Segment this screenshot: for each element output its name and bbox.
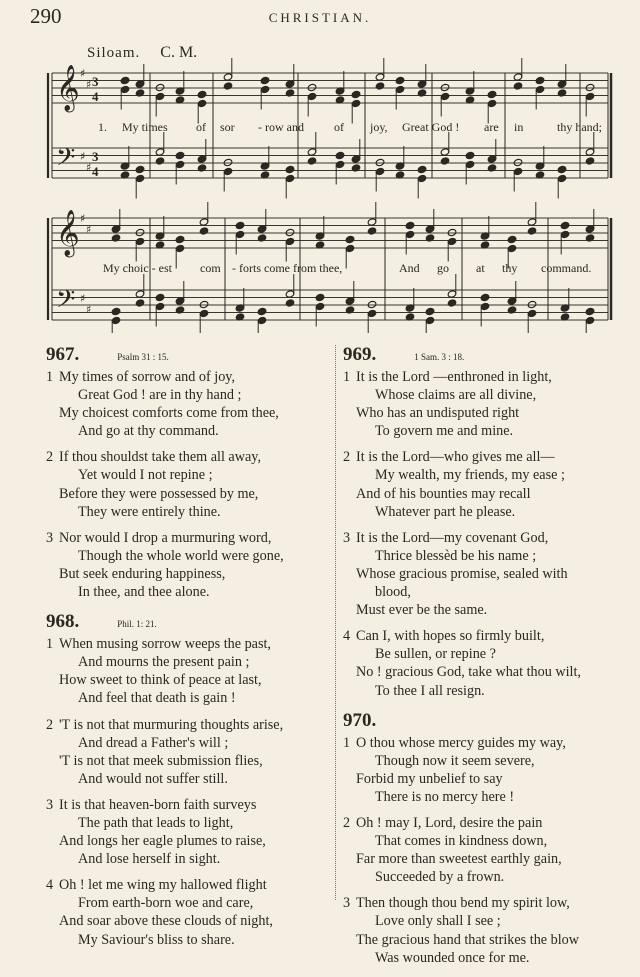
verse-line xyxy=(343,627,638,645)
running-head: CHRISTIAN. xyxy=(268,10,372,25)
time-sig-4: 4 xyxy=(92,164,99,179)
hymn-number: 969. xyxy=(343,344,377,365)
verse-text: Whose gracious promise, sealed with xyxy=(356,565,568,582)
column-divider xyxy=(335,345,336,900)
verse-text: Oh ! let me wing my hallowed flight xyxy=(59,877,267,894)
verse-line xyxy=(46,503,331,521)
verse-text: O thou whose mercy guides my way, xyxy=(356,734,566,751)
verse-line xyxy=(343,663,638,681)
notehead xyxy=(135,299,145,307)
verse-text: And would not suffer still. xyxy=(78,770,228,787)
music-lyric-w8: command. xyxy=(541,261,592,275)
stanza-number: 1 xyxy=(343,734,351,751)
verse-text: My Saviour's bliss to share. xyxy=(78,931,235,948)
scripture-reference: Psalm 31 : 15. xyxy=(117,352,169,362)
verse-text: Can I, with hopes so firmly built, xyxy=(356,628,545,645)
verse-text: The path that leads to light, xyxy=(78,814,234,831)
key-sharp: ♯ xyxy=(80,150,86,163)
stanza-number: 1 xyxy=(343,369,351,385)
verse-text: And longs her eagle plumes to raise, xyxy=(59,833,266,850)
verse-text: Was wounded once for me. xyxy=(375,949,530,966)
verse-line xyxy=(46,796,331,814)
stanza xyxy=(343,734,638,806)
hymn-969 xyxy=(343,344,638,700)
verse-line xyxy=(46,689,331,707)
music-lyric-w7: Great God ! xyxy=(402,120,460,134)
verse-line xyxy=(343,547,638,565)
key-sharp: ♯ xyxy=(86,161,92,174)
verse-line xyxy=(343,814,638,832)
notehead xyxy=(367,227,377,235)
notehead xyxy=(199,300,209,308)
stanza-number: 2 xyxy=(46,449,54,466)
verse-text: And go at thy command. xyxy=(78,423,219,440)
notehead xyxy=(585,307,595,315)
verse-text: 'T is not that meek submission flies, xyxy=(59,752,263,769)
notehead xyxy=(527,300,537,308)
verse-text: From earth-born woe and care, xyxy=(78,895,254,912)
verse-line xyxy=(46,832,331,850)
verse-text: That comes in kindness down, xyxy=(375,833,548,850)
notehead xyxy=(447,299,457,307)
page-number: 290 xyxy=(30,4,62,28)
verse-text: blood, xyxy=(375,584,411,601)
notehead xyxy=(440,83,450,91)
notehead xyxy=(285,299,295,307)
treble-clef: 𝄞 xyxy=(56,210,80,256)
notehead xyxy=(257,307,267,315)
notehead xyxy=(425,307,435,315)
hymn-968 xyxy=(46,611,331,949)
verse-line xyxy=(46,752,331,770)
verse-line xyxy=(46,876,331,894)
notehead xyxy=(513,82,523,90)
notehead xyxy=(155,293,165,301)
music-lyric-w3: sor xyxy=(220,120,235,134)
verse-line xyxy=(46,894,331,912)
stanza-number: 3 xyxy=(46,529,54,546)
verse-text: But seek enduring happiness, xyxy=(59,565,226,582)
notehead xyxy=(175,235,185,243)
notehead xyxy=(560,221,570,229)
notehead xyxy=(405,221,415,229)
verse-text: Before they were possessed by me, xyxy=(59,485,259,502)
verse-text: It is the Lord—who gives me all— xyxy=(356,449,555,466)
verse-text: In thee, and thee alone. xyxy=(78,584,210,601)
key-sharp: ♯ xyxy=(80,212,86,225)
verse-text: And of his bounties may recall xyxy=(356,485,531,502)
verse-text: My wealth, my friends, my ease ; xyxy=(375,467,565,484)
verse-text: Oh ! may I, Lord, desire the pain xyxy=(356,814,543,831)
verse-line xyxy=(46,583,331,601)
notehead xyxy=(199,227,209,235)
time-sig-3: 3 xyxy=(92,74,99,89)
time-sig-3: 3 xyxy=(92,149,99,164)
bass-clef: 𝄢 xyxy=(56,285,76,320)
music-lyric-w6: at xyxy=(476,261,485,275)
verse-line xyxy=(46,565,331,583)
verse-text: It is that heaven-born faith surveys xyxy=(59,796,257,813)
notehead xyxy=(535,76,545,84)
verse-line xyxy=(46,448,331,466)
notehead xyxy=(447,228,457,236)
verse-text: They were entirely thine. xyxy=(78,503,221,520)
verse-line xyxy=(343,645,638,663)
music-lyric-w1: My times xyxy=(122,120,168,134)
stanza xyxy=(343,627,638,699)
verse-line xyxy=(343,529,638,547)
score-marks xyxy=(48,58,611,333)
stanza-number: 3 xyxy=(343,529,351,546)
verse-line xyxy=(343,368,638,386)
verse-line xyxy=(46,912,331,930)
verse-line xyxy=(343,894,638,912)
stanza xyxy=(343,368,638,440)
notehead xyxy=(335,151,345,159)
notehead xyxy=(417,165,427,173)
verse-line xyxy=(46,653,331,671)
notehead xyxy=(235,221,245,229)
verse-text: Far more than sweetest earthly gain, xyxy=(356,851,562,868)
verse-line xyxy=(343,386,638,404)
verse-line xyxy=(46,931,331,949)
verse-line xyxy=(343,503,638,521)
notehead xyxy=(315,293,325,301)
verse-line xyxy=(46,368,331,386)
verse-text: My choicest comforts come from thee, xyxy=(59,405,279,422)
verse-line xyxy=(343,949,638,967)
notehead xyxy=(135,228,145,236)
verse-line xyxy=(46,814,331,832)
verse-line xyxy=(343,565,638,583)
key-sharp: ♯ xyxy=(80,67,86,80)
verse-line xyxy=(46,529,331,547)
verse-text: Great God ! are in thy hand ; xyxy=(78,387,242,404)
music-lyric-w4: - row and xyxy=(258,120,304,134)
verse-line xyxy=(343,466,638,484)
notehead xyxy=(507,235,517,243)
music-lyric-w5: go xyxy=(437,261,449,275)
verse-line xyxy=(343,448,638,466)
stanza xyxy=(46,529,331,601)
verse-text: Yet would I not repine ; xyxy=(78,467,213,484)
verse-line xyxy=(343,931,638,949)
verse-text: The gracious hand that strikes the blow xyxy=(356,931,580,948)
verse-text: And mourns the present pain ; xyxy=(78,654,250,671)
verse-text: Though the whole world were gone, xyxy=(78,547,284,564)
notehead xyxy=(285,228,295,236)
verse-line xyxy=(46,671,331,689)
notehead xyxy=(440,157,450,165)
notehead xyxy=(557,165,567,173)
notehead xyxy=(175,151,185,159)
verse-text: Who has an undisputed right xyxy=(356,405,520,422)
music-lyric-w5: of xyxy=(334,120,344,134)
music-lyric-w1: My choic - est xyxy=(103,261,172,275)
verse-text: To govern me and mine. xyxy=(375,423,514,440)
notehead xyxy=(465,151,475,159)
verse-line xyxy=(343,752,638,770)
music-lyric-w8: are xyxy=(484,120,499,134)
tune-name: Siloam. xyxy=(87,45,141,61)
verse-text: Succeeded by a frown. xyxy=(375,869,505,886)
verse-line xyxy=(343,422,638,440)
notehead xyxy=(260,76,270,84)
stanza xyxy=(343,814,638,886)
verse-text: And soar above these clouds of night, xyxy=(59,913,273,930)
notehead xyxy=(395,76,405,84)
stanza xyxy=(46,716,331,788)
time-sig-4: 4 xyxy=(92,89,99,104)
key-sharp: ♯ xyxy=(80,292,86,305)
notehead xyxy=(223,158,233,166)
stanza-number: 2 xyxy=(343,449,351,466)
music-lyric-w9: in xyxy=(514,120,524,134)
verse-line xyxy=(46,404,331,422)
hymn-970 xyxy=(343,710,638,967)
stanza-number: 2 xyxy=(343,814,351,831)
notehead xyxy=(223,82,233,90)
key-sharp: ♯ xyxy=(86,223,92,236)
verse-text: It is the Lord—my covenant God, xyxy=(356,529,549,546)
stanza xyxy=(46,368,331,440)
music-lyric-w2: com xyxy=(200,261,221,275)
stanza-number: 4 xyxy=(343,628,351,645)
verse-line xyxy=(46,770,331,788)
bass-clef: 𝄢 xyxy=(56,143,76,178)
stanza-number: 1 xyxy=(46,636,54,653)
tune-meter: C. M. xyxy=(160,44,198,61)
verse-line xyxy=(343,770,638,788)
notehead xyxy=(480,293,490,301)
key-sharp: ♯ xyxy=(86,303,92,316)
staff-lines xyxy=(52,73,608,320)
stanza xyxy=(46,448,331,520)
scripture-reference: 1 Sam. 3 : 18. xyxy=(414,352,465,362)
verse-text: To thee I all resign. xyxy=(375,682,485,699)
stanza xyxy=(46,876,331,948)
notehead xyxy=(375,82,385,90)
verse-line xyxy=(46,466,331,484)
verse-line xyxy=(343,850,638,868)
verse-line xyxy=(343,601,638,619)
notehead xyxy=(367,300,377,308)
stanza xyxy=(46,796,331,868)
verse-line xyxy=(343,682,638,700)
hymn-number: 967. xyxy=(46,344,80,365)
verse-line xyxy=(343,788,638,806)
music-lyric-w10: thy hand; xyxy=(557,120,602,134)
stanza-number: 3 xyxy=(343,895,351,912)
verse-text: There is no mercy here ! xyxy=(375,788,515,805)
stanza-number: 4 xyxy=(46,877,54,894)
verse-text: How sweet to think of peace at last, xyxy=(59,672,262,689)
verse-line xyxy=(46,422,331,440)
verse-text: 'T is not that murmuring thoughts arise, xyxy=(59,716,284,733)
verse-line xyxy=(343,868,638,886)
music-lyric-w6: joy, xyxy=(370,120,388,134)
notehead xyxy=(197,90,207,98)
verse-text: Whose claims are all divine, xyxy=(375,387,537,404)
verse-text: Must ever be the same. xyxy=(356,602,488,619)
notehead xyxy=(487,90,497,98)
hymn-number: 970. xyxy=(343,709,377,731)
stanza xyxy=(343,448,638,520)
music-lyric-num: 1. xyxy=(98,120,107,134)
notehead xyxy=(120,76,130,84)
notehead xyxy=(351,90,361,98)
verse-line xyxy=(46,734,331,752)
verse-line xyxy=(46,485,331,503)
verse-text: Nor would I drop a murmuring word, xyxy=(59,529,272,546)
verse-text: And dread a Father's will ; xyxy=(78,734,229,751)
treble-clef: 𝄞 xyxy=(56,65,80,111)
verse-line xyxy=(343,912,638,930)
hymn-967 xyxy=(46,344,331,601)
verse-line xyxy=(46,716,331,734)
hymn-header xyxy=(343,344,638,364)
verse-text: Whatever part he please. xyxy=(375,503,516,520)
verse-line xyxy=(343,485,638,503)
scripture-reference: Phil. 1: 21. xyxy=(117,619,157,630)
verse-line xyxy=(343,404,638,422)
verse-line xyxy=(46,386,331,404)
notehead xyxy=(111,307,121,315)
stanza xyxy=(343,529,638,619)
notehead xyxy=(135,165,145,173)
notehead xyxy=(285,165,295,173)
stanza-number: 3 xyxy=(46,796,54,813)
verse-line xyxy=(46,547,331,565)
hymn-header xyxy=(46,344,331,364)
verse-text: No ! gracious God, take what thou wilt, xyxy=(356,664,581,681)
hymn-header xyxy=(46,611,331,631)
music-score xyxy=(0,58,640,333)
hymn-number: 968. xyxy=(46,611,80,633)
notehead xyxy=(345,235,355,243)
verse-text: Then though thou bend my spirit low, xyxy=(356,895,570,912)
music-lyric-w2: of xyxy=(196,120,206,134)
verse-line xyxy=(343,832,638,850)
verse-line xyxy=(46,635,331,653)
verse-text: Be sullen, or repine ? xyxy=(375,646,496,663)
stanza-number: 1 xyxy=(46,369,54,385)
stanza xyxy=(343,894,638,966)
verse-line xyxy=(343,734,638,752)
stanza-number: 2 xyxy=(46,716,54,733)
right-column xyxy=(343,344,638,977)
music-lyric-w3: - forts come from thee, xyxy=(232,261,343,275)
music-lyric-w4: And xyxy=(399,261,420,275)
notehead xyxy=(513,158,523,166)
notehead xyxy=(307,83,317,91)
notehead xyxy=(585,157,595,165)
verse-text: Forbid my unbelief to say xyxy=(356,770,503,787)
verse-text: My times of sorrow and of joy, xyxy=(59,369,236,385)
verse-text: When musing sorrow weeps the past, xyxy=(59,636,271,653)
verse-line xyxy=(46,850,331,868)
music-lyric-w7: thy xyxy=(502,261,518,275)
verse-text: And feel that death is gain ! xyxy=(78,690,236,707)
notehead xyxy=(585,83,595,91)
verse-text: Thrice blessèd be his name ; xyxy=(375,547,537,564)
verse-text: Though now it seem severe, xyxy=(375,752,535,769)
verse-text: It is the Lord —enthroned in light, xyxy=(356,369,552,385)
notehead xyxy=(375,158,385,166)
verse-text: And lose herself in sight. xyxy=(78,851,221,868)
stanza xyxy=(46,635,331,707)
left-column xyxy=(46,344,331,959)
verse-line xyxy=(343,583,638,601)
notehead xyxy=(155,83,165,91)
notehead xyxy=(527,227,537,235)
notehead xyxy=(307,157,317,165)
key-sharp: ♯ xyxy=(86,78,92,91)
verse-text: If thou shouldst take them all away, xyxy=(59,449,261,466)
verse-text: Love only shall I see ; xyxy=(375,913,501,930)
notehead xyxy=(155,157,165,165)
hymn-header xyxy=(343,710,638,730)
